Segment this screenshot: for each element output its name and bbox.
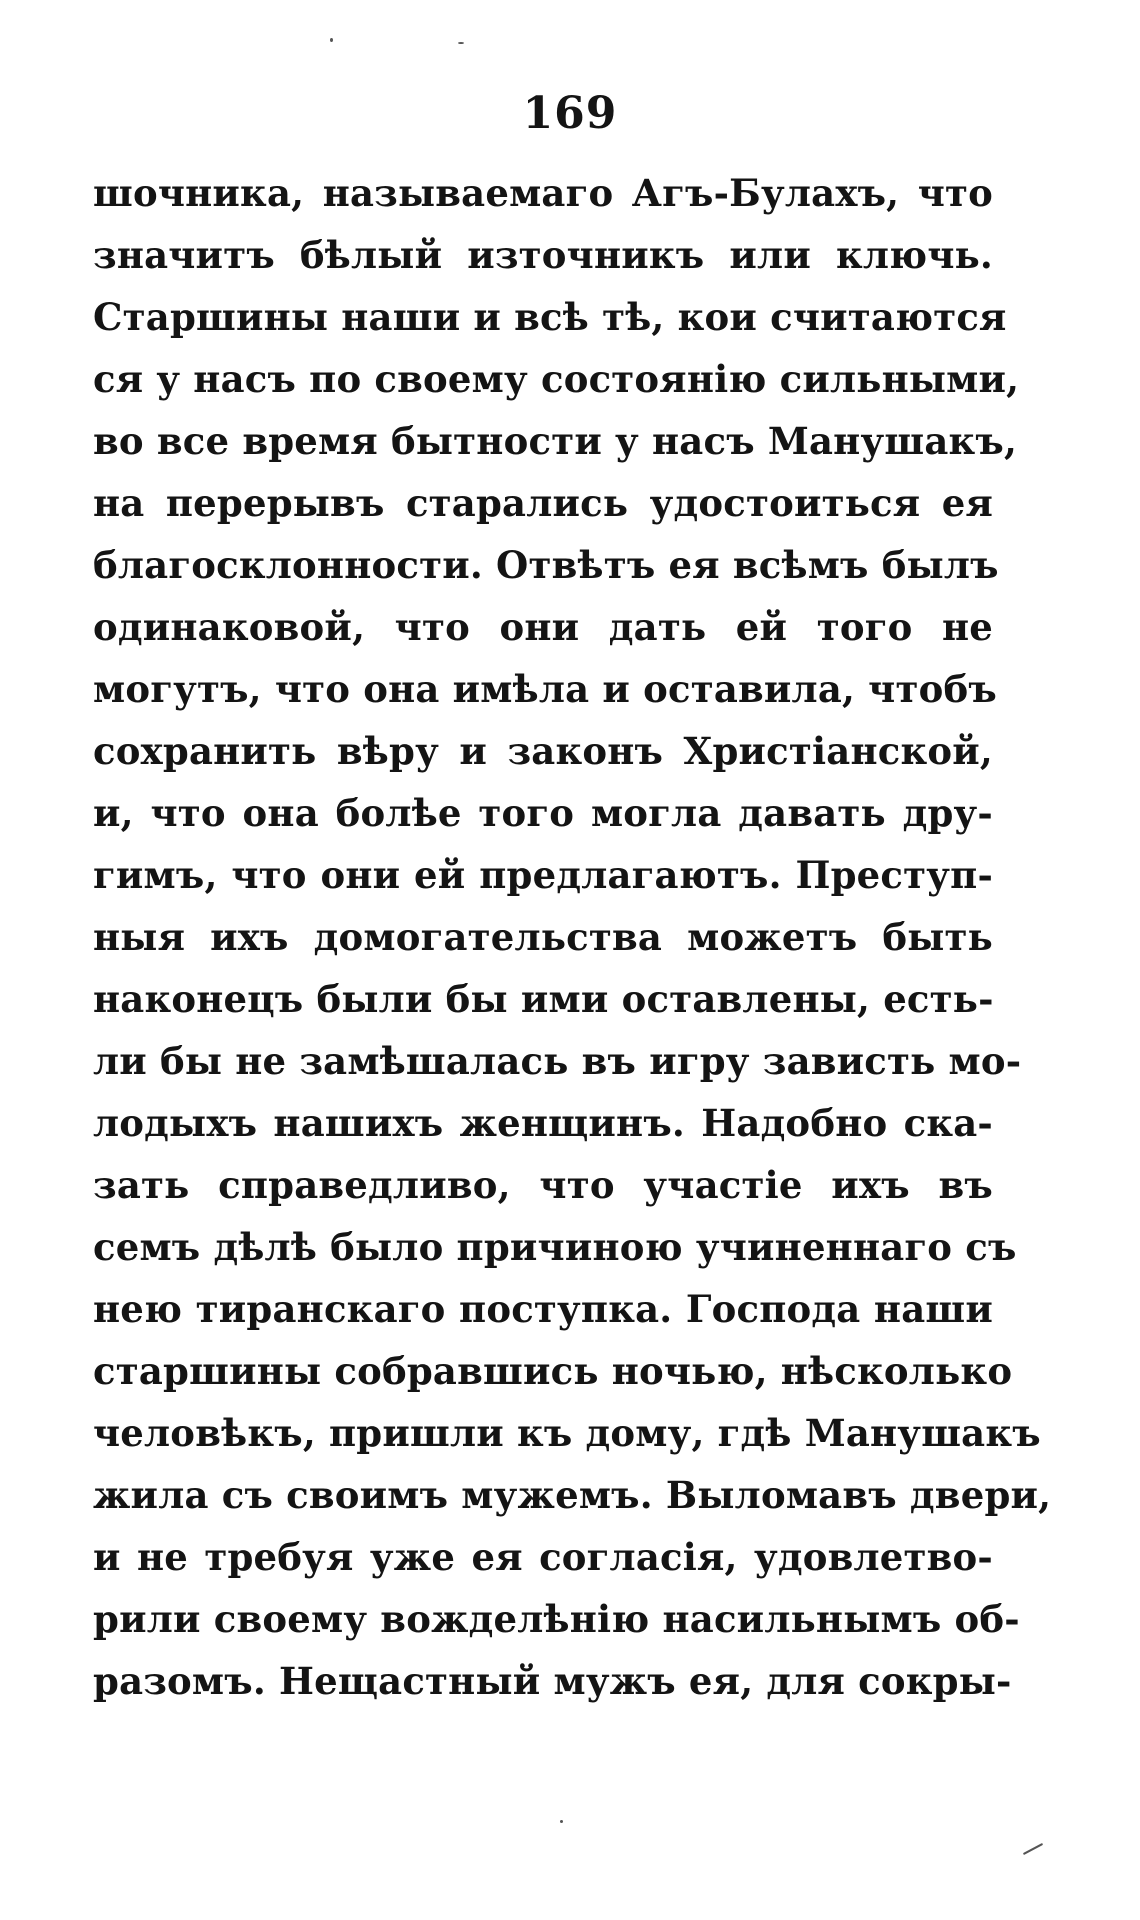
text-line: одинаковой, что они дать ей того не xyxy=(93,605,993,649)
text-line: ся у насъ по своему состоянію сильными, xyxy=(93,357,1020,401)
text-line: сохранить вѣру и законъ Христіанской, xyxy=(93,729,993,773)
text-line: семъ дѣлѣ было причиною учиненнаго съ xyxy=(93,1225,1017,1269)
body-text xyxy=(93,162,1052,1712)
scan-speck xyxy=(330,38,333,42)
text-line: во все время бытности у насъ Манушакъ, xyxy=(93,419,1018,463)
text-line: ли бы не замѣшалась въ игру зависть мо- xyxy=(93,1039,1022,1083)
page-number: 169 xyxy=(522,88,618,139)
text-line: человѣкъ, пришли къ дому, гдѣ Манушакъ xyxy=(93,1411,1041,1455)
text-line: и не требуя уже ея согласія, удовлетво- xyxy=(93,1535,993,1579)
text-line: могутъ, что она имѣла и оставила, чтобъ xyxy=(93,667,997,711)
text-line: наконецъ были бы ими оставлены, есть- xyxy=(93,977,994,1021)
scan-speck xyxy=(1023,1843,1043,1855)
text-line: лодыхъ нашихъ женщинъ. Надобно ска- xyxy=(93,1101,993,1145)
text-line: и, что она болѣе того могла давать дру- xyxy=(93,791,993,835)
scan-speck xyxy=(458,42,464,44)
scan-speck xyxy=(560,1820,563,1823)
text-line: зать справедливо, что участіе ихъ въ xyxy=(93,1163,993,1207)
text-line: нею тиранскаго поступка. Господа наши xyxy=(93,1287,993,1331)
text-line: ныя ихъ домогательства можетъ быть xyxy=(93,915,993,959)
text-line: рили своему вожделѣнію насильнымъ об- xyxy=(93,1597,1020,1641)
text-line: разомъ. Нещастный мужъ ея, для сокры- xyxy=(93,1659,1012,1703)
text-line: жила съ своимъ мужемъ. Выломавъ двери, xyxy=(93,1473,1052,1517)
text-line: благосклонности. Отвѣтъ ея всѣмъ былъ xyxy=(93,543,999,587)
text-line: на перерывъ старались удостоиться ея xyxy=(93,481,993,525)
text-line: Старшины наши и всѣ тѣ, кои считаются xyxy=(93,295,1007,339)
text-line: гимъ, что они ей предлагаютъ. Преступ- xyxy=(93,853,993,897)
text-line: значитъ бѣлый източникъ или ключь. xyxy=(93,233,993,277)
text-line: старшины собравшись ночью, нѣсколько xyxy=(93,1349,1013,1393)
text-line: шочника, называемаго Агъ-Булахъ, что xyxy=(93,171,993,215)
